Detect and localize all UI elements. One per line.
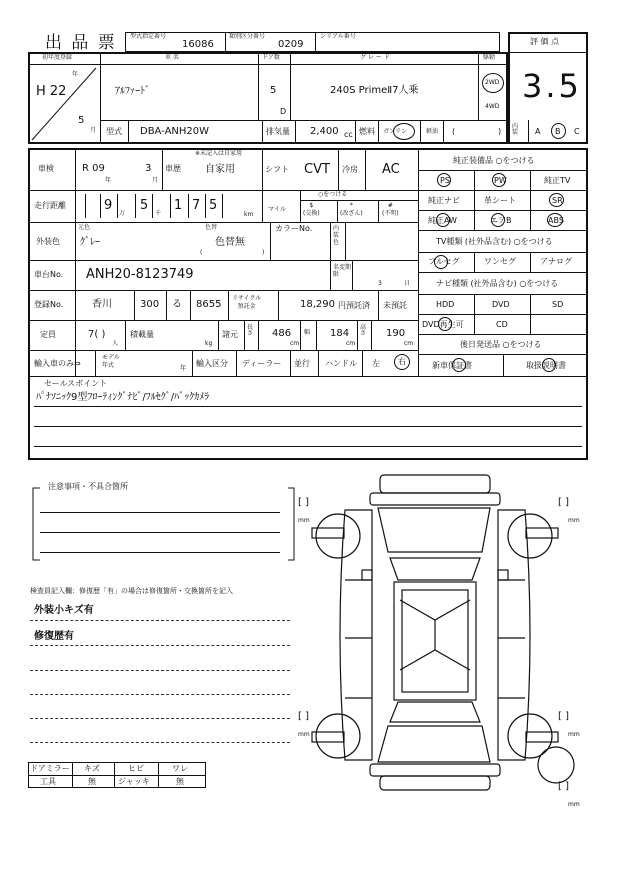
car-name: ｱﾙﾌｧｰﾄﾞ <box>115 86 150 97</box>
type-no: 16086 <box>182 39 214 50</box>
chassis-no: ANH20-8123749 <box>86 267 194 282</box>
inspection-date: R 09 <box>82 163 105 174</box>
grade: 240S PrimeⅡ7人乗 <box>330 85 419 96</box>
ac: AC <box>382 162 400 177</box>
reg-no: 8655 <box>196 299 222 310</box>
bracket-spare: [ ] <box>558 781 569 792</box>
mileage-digit-5: 5 <box>209 198 218 213</box>
shift: CVT <box>304 162 330 177</box>
sales-point-label: セールスポイント <box>44 379 108 388</box>
reg-class: 300 <box>140 299 160 310</box>
note-line-1: 外装小キズ有 <box>34 605 94 616</box>
displacement: 2,400 <box>310 126 339 137</box>
name-change-month-unit: 3 <box>378 280 382 287</box>
bracket-front-left: [ ] <box>298 497 309 508</box>
reg-kana: る <box>172 299 182 310</box>
notes-label: 注意事項・不具合箇所 <box>48 482 128 491</box>
inspector-label: 検査員記入欄：修復歴「有」の場合は修復箇所・交換箇所を記入 <box>30 587 233 595</box>
mileage-digit-3: 1 <box>174 198 183 213</box>
mileage-digit-2: 5 <box>140 198 149 213</box>
doors: 5 <box>270 85 277 96</box>
length: 486 <box>272 328 292 339</box>
eval-score: 3.5 <box>522 67 582 105</box>
original-color: ｸﾞﾚｰ <box>80 237 100 248</box>
sales-point-text: ﾊﾟﾅｿﾆｯｸ9型ﾌﾛｰﾃｨﾝｸﾞﾅﾋﾞ/ﾌﾙｾｸﾞ/ﾊﾞｯｸｶﾒﾗ <box>36 392 210 403</box>
mileage-digit-1: 9 <box>104 198 113 213</box>
width: 184 <box>330 328 350 339</box>
mileage-digit-4: 7 <box>192 198 201 213</box>
reg-place: 香川 <box>92 299 112 310</box>
first-reg-month: 5 <box>78 115 85 126</box>
height: 190 <box>386 328 406 339</box>
car-damage-diagram <box>290 470 600 800</box>
form-title: 出 品 票 <box>45 33 117 53</box>
first-reg-label: 初年度登録 <box>42 54 73 61</box>
drive-label: 駆動 <box>483 54 496 61</box>
history: 自家用 <box>205 164 235 175</box>
bracket-rear-right: [ ] <box>558 711 569 722</box>
bracket-rear-left: [ ] <box>298 711 309 722</box>
doors-label: ドア数 <box>262 54 280 61</box>
capacity: 7( ) <box>88 329 106 340</box>
car-name-label: 車 名 <box>165 54 179 61</box>
equipment-title: 純正装備品 ○をつける <box>453 156 535 165</box>
type-label: 型式指定番号 <box>130 33 167 40</box>
first-reg-year: H 22 <box>36 84 67 99</box>
grade-label: グ レ ー ド <box>360 54 390 61</box>
class-label: 類別区分番号 <box>229 33 266 40</box>
class-no: 0209 <box>278 39 304 50</box>
serial-label: シリアル番号 <box>320 33 356 40</box>
eval-label: 評 価 点 <box>530 37 560 46</box>
bracket-front-right: [ ] <box>558 497 569 508</box>
recycle-amount: 18,290 <box>300 299 335 310</box>
model-code: DBA-ANH20W <box>140 126 210 137</box>
inspection-month: 3 <box>145 163 152 174</box>
color-change: 色替無 <box>215 237 245 248</box>
note-line-2: 修復歴有 <box>34 631 74 642</box>
